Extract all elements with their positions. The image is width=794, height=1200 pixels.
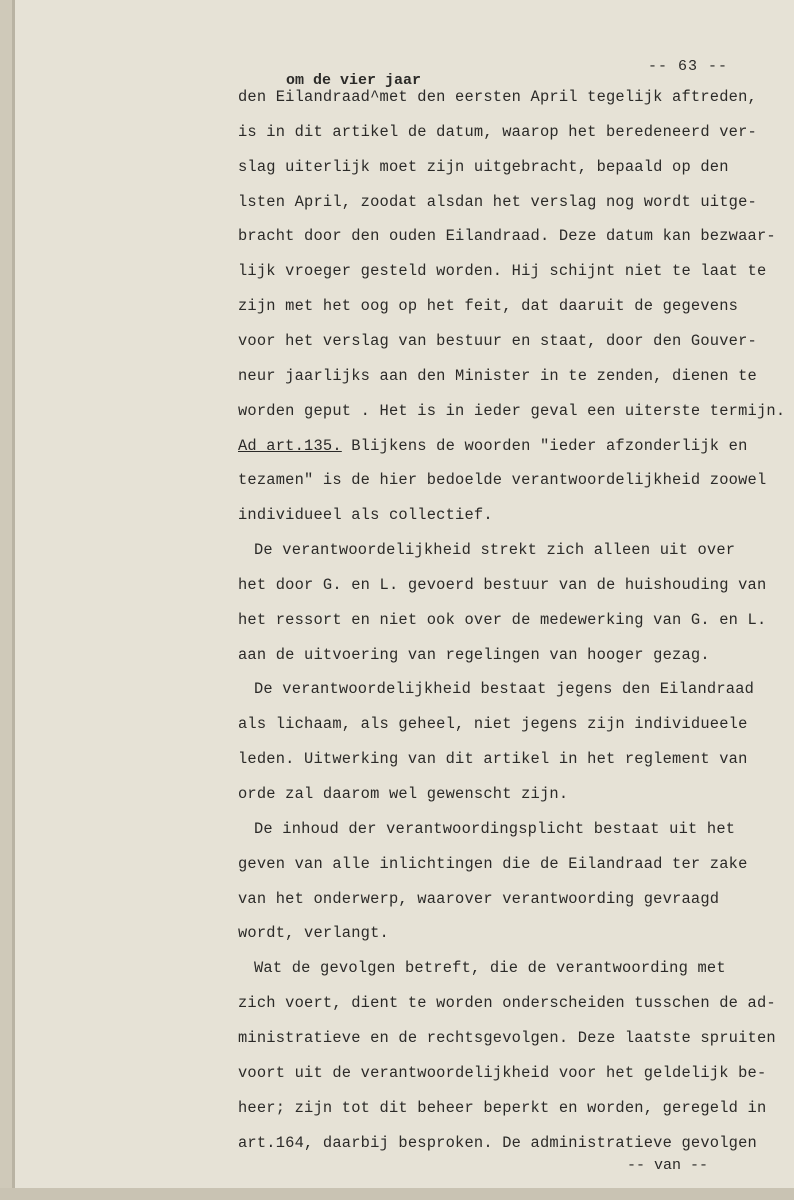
text-line: als lichaam, als geheel, niet jegens zijn individueele [238, 715, 748, 734]
text-line: bracht door den ouden Eilandraad. Deze datum kan bezwaar- [238, 227, 776, 246]
text-line: aan de uitvoering van regelingen van hooger gezag. [238, 645, 710, 664]
text-line: van het onderwerp, waarover verantwoording gevraagd [238, 889, 720, 908]
text-line: lsten April, zoodat alsdan het verslag nog wordt uitge- [238, 192, 757, 211]
text-line: heer; zijn tot dit beheer beperkt en worden, geregeld in [238, 1098, 767, 1117]
binding-edge [0, 0, 12, 1200]
text-line: wordt, verlangt. [238, 924, 389, 943]
text-line: zich voert, dient te worden onderscheiden tusschen de ad- [238, 994, 776, 1013]
text-line: tezamen" is de hier bedoelde verantwoordelijkheid zoowel [238, 471, 767, 490]
text-line: De verantwoordelijkheid strekt zich alleen uit over [254, 541, 736, 560]
text-line: lijk vroeger gesteld worden. Hij schijnt niet te laat te [238, 262, 767, 281]
text-line [238, 437, 748, 455]
text-line: zijn met het oog op het feit, dat daaruit de gegevens [238, 297, 739, 316]
line-remainder: Blijkens de woorden "ieder afzonderlijk en [341, 436, 748, 455]
text-line: voort uit de verantwoordelijkheid voor het geldelijk be- [238, 1063, 767, 1082]
text-line: leden. Uitwerking van dit artikel in het reglement van [238, 750, 748, 769]
page-number: -- 63 -- [648, 58, 729, 75]
page-bottom-edge [0, 1188, 794, 1200]
text-line: is in dit artikel de datum, waarop het beredeneerd ver- [238, 122, 757, 141]
text-line: Wat de gevolgen betreft, die de verantwoording met [254, 959, 726, 978]
text-line: ministratieve en de rechtsgevolgen. Deze laatste spruiten [238, 1028, 776, 1047]
text-line: slag uiterlijk moet zijn uitgebracht, bepaald op den [238, 157, 729, 176]
text-line: art.164, daarbij besproken. De administratieve gevolgen [238, 1133, 757, 1152]
text-line: individueel als collectief. [238, 506, 493, 525]
text-line: De inhoud der verantwoordingsplicht bestaat uit het [254, 819, 736, 838]
catchword: -- van -- [627, 1157, 709, 1174]
article-reference: Ad art.135. [238, 436, 342, 455]
text-line: het ressort en niet ook over de medewerking van G. en L. [238, 610, 767, 629]
text-line: De verantwoordelijkheid bestaat jegens den Eilandraad [254, 680, 755, 699]
text-line: het door G. en L. gevoerd bestuur van de huishouding van [238, 575, 767, 594]
text-line: worden geput . Het is in ieder geval een uiterste termijn. [238, 401, 786, 420]
handwritten-insertion: om de vier jaar [286, 72, 422, 89]
text-line: geven van alle inlichtingen die de Eilandraad ter zake [238, 854, 748, 873]
text-line: voor het verslag van bestuur en staat, door den Gouver- [238, 331, 757, 350]
text-line: neur jaarlijks aan den Minister in te zenden, dienen te [238, 366, 757, 385]
text-line: den Eilandraad^met den eersten April tegelijk aftreden, [238, 88, 757, 106]
text-line: orde zal daarom wel gewenscht zijn. [238, 785, 569, 803]
